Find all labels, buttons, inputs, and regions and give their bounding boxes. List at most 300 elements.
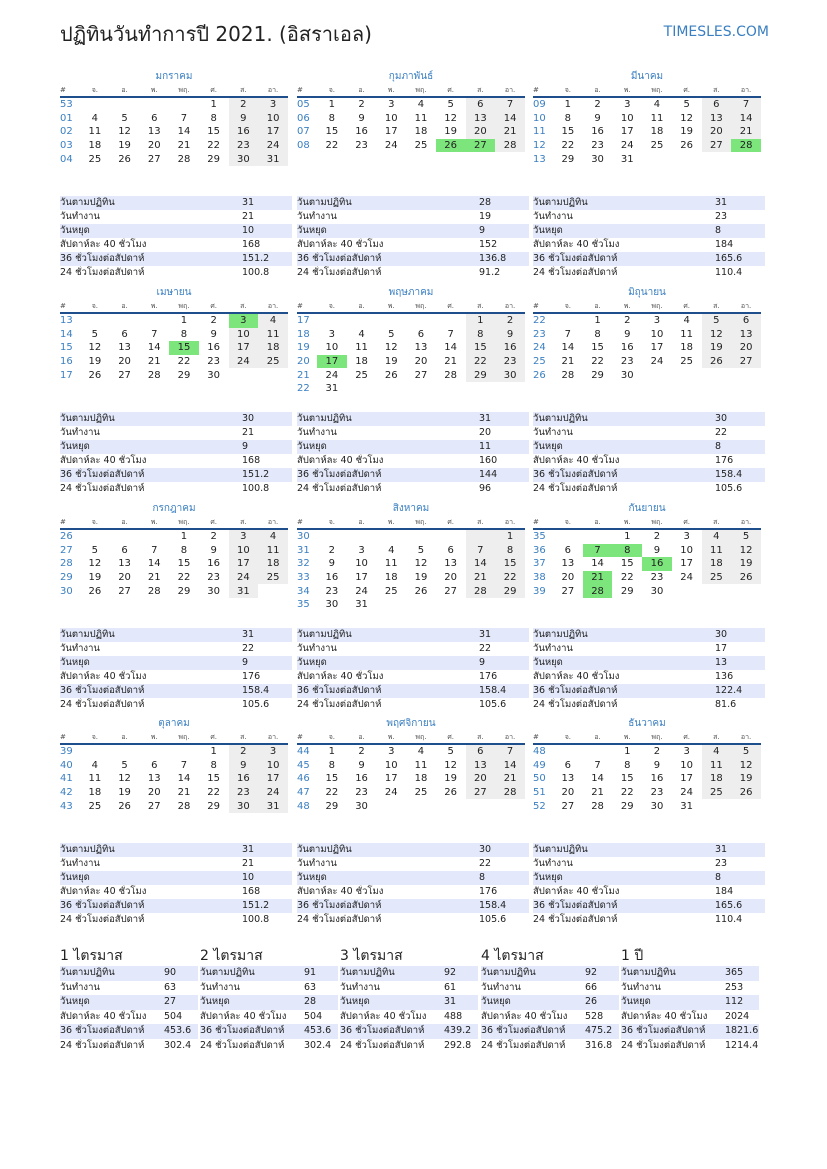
day-cell[interactable]: 16: [355, 773, 368, 785]
day-cell[interactable]: 30: [355, 800, 368, 812]
day-cell[interactable]: 27: [147, 800, 161, 812]
day-cell[interactable]: 21: [495, 125, 525, 139]
day-cell[interactable]: 8: [495, 544, 525, 558]
day-cell[interactable]: 17: [258, 772, 288, 786]
day-cell[interactable]: 15: [495, 557, 525, 571]
day-cell[interactable]: 19: [118, 787, 131, 799]
day-cell[interactable]: [731, 584, 761, 598]
day-cell[interactable]: [466, 598, 496, 612]
day-cell[interactable]: 8: [624, 759, 631, 771]
day-cell[interactable]: 11: [258, 328, 288, 342]
day-cell[interactable]: 28: [147, 369, 161, 381]
day-cell[interactable]: 4: [258, 529, 288, 544]
day-cell[interactable]: 5: [91, 544, 99, 556]
day-cell[interactable]: 25: [650, 140, 664, 152]
day-cell[interactable]: 6: [702, 97, 732, 112]
day-cell[interactable]: 25: [414, 787, 428, 799]
day-cell[interactable]: 10: [258, 112, 288, 126]
day-cell[interactable]: 2: [358, 746, 365, 758]
day-cell[interactable]: 10: [229, 328, 259, 342]
day-cell[interactable]: 28: [591, 800, 604, 812]
day-cell[interactable]: 28: [583, 584, 613, 598]
day-cell[interactable]: 24: [258, 786, 288, 800]
day-cell[interactable]: 19: [88, 572, 102, 584]
day-cell[interactable]: 9: [594, 112, 601, 124]
day-cell[interactable]: 20: [147, 140, 161, 152]
day-cell[interactable]: 3: [229, 313, 259, 328]
day-cell[interactable]: 25: [702, 786, 732, 800]
day-cell[interactable]: 17: [229, 341, 259, 355]
day-cell[interactable]: 12: [702, 328, 732, 342]
day-cell[interactable]: 6: [564, 544, 572, 556]
day-cell[interactable]: 30: [207, 585, 221, 597]
day-cell[interactable]: 23: [229, 786, 259, 800]
day-cell[interactable]: 20: [118, 572, 131, 584]
day-cell[interactable]: 15: [207, 773, 221, 785]
day-cell[interactable]: 28: [731, 139, 761, 153]
day-cell[interactable]: 30: [229, 799, 259, 813]
day-cell[interactable]: 3: [229, 529, 259, 544]
day-cell[interactable]: [466, 529, 496, 544]
day-cell[interactable]: 1: [624, 531, 631, 543]
day-cell[interactable]: 14: [561, 342, 575, 354]
day-cell[interactable]: 9: [653, 544, 661, 556]
day-cell[interactable]: [672, 368, 702, 382]
day-cell[interactable]: 15: [620, 558, 634, 570]
day-cell[interactable]: 1: [180, 315, 188, 327]
day-cell[interactable]: 15: [325, 126, 339, 138]
day-cell[interactable]: 13: [561, 773, 575, 785]
day-cell[interactable]: 12: [444, 759, 458, 771]
day-cell[interactable]: 12: [731, 544, 761, 558]
day-cell[interactable]: 13: [466, 112, 496, 126]
day-cell[interactable]: 13: [702, 112, 732, 126]
day-cell[interactable]: 22: [207, 787, 221, 799]
day-cell[interactable]: 27: [561, 585, 575, 597]
day-cell[interactable]: 21: [147, 572, 161, 584]
day-cell[interactable]: [139, 97, 169, 112]
day-cell[interactable]: 13: [561, 558, 575, 570]
day-cell[interactable]: 29: [177, 585, 191, 597]
day-cell[interactable]: 17: [650, 342, 664, 354]
day-cell[interactable]: 5: [417, 544, 425, 556]
day-cell[interactable]: 22: [325, 140, 339, 152]
day-cell[interactable]: 14: [444, 342, 458, 354]
day-cell[interactable]: 21: [495, 772, 525, 786]
day-cell[interactable]: 13: [731, 328, 761, 342]
day-cell[interactable]: 25: [384, 585, 398, 597]
day-cell[interactable]: 13: [147, 126, 161, 138]
day-cell[interactable]: 30: [650, 585, 664, 597]
day-cell[interactable]: [731, 799, 761, 813]
day-cell[interactable]: 28: [177, 800, 191, 812]
day-cell[interactable]: 20: [444, 572, 458, 584]
day-cell[interactable]: 12: [680, 112, 694, 124]
day-cell[interactable]: 8: [328, 112, 336, 124]
day-cell[interactable]: [583, 529, 613, 544]
day-cell[interactable]: 6: [151, 759, 158, 771]
day-cell[interactable]: 26: [731, 571, 761, 585]
day-cell[interactable]: 20: [414, 356, 428, 368]
day-cell[interactable]: 26: [384, 369, 398, 381]
day-cell[interactable]: 3: [653, 315, 661, 327]
day-cell[interactable]: 20: [731, 341, 761, 355]
day-cell[interactable]: 23: [650, 572, 664, 584]
day-cell[interactable]: 18: [680, 342, 694, 354]
day-cell[interactable]: 2: [594, 99, 601, 111]
day-cell[interactable]: 25: [680, 356, 694, 368]
day-cell[interactable]: 25: [355, 369, 368, 381]
day-cell[interactable]: [229, 368, 259, 382]
day-cell[interactable]: 15: [466, 341, 496, 355]
day-cell[interactable]: 15: [207, 126, 221, 138]
day-cell[interactable]: [169, 97, 199, 112]
day-cell[interactable]: 17: [355, 572, 368, 584]
day-cell[interactable]: 3: [683, 531, 690, 543]
day-cell[interactable]: 6: [466, 97, 496, 112]
day-cell[interactable]: 9: [653, 759, 661, 771]
day-cell[interactable]: 28: [147, 585, 161, 597]
day-cell[interactable]: 16: [325, 572, 339, 584]
day-cell[interactable]: 23: [650, 787, 664, 799]
day-cell[interactable]: 21: [731, 125, 761, 139]
day-cell[interactable]: [731, 368, 761, 382]
day-cell[interactable]: 8: [594, 328, 601, 340]
day-cell[interactable]: 19: [444, 773, 458, 785]
day-cell[interactable]: 31: [258, 152, 288, 166]
day-cell[interactable]: 22: [495, 571, 525, 585]
day-cell[interactable]: 22: [466, 355, 496, 369]
day-cell[interactable]: [436, 382, 466, 396]
day-cell[interactable]: 14: [591, 558, 604, 570]
day-cell[interactable]: 16: [591, 126, 604, 138]
day-cell[interactable]: [258, 584, 288, 598]
day-cell[interactable]: 22: [591, 356, 604, 368]
day-cell[interactable]: 25: [414, 140, 428, 152]
day-cell[interactable]: 29: [620, 585, 634, 597]
day-cell[interactable]: [553, 529, 583, 544]
day-cell[interactable]: 1: [564, 99, 572, 111]
day-cell[interactable]: [406, 529, 436, 544]
day-cell[interactable]: 20: [702, 125, 732, 139]
day-cell[interactable]: 18: [414, 773, 428, 785]
day-cell[interactable]: 2: [229, 97, 259, 112]
day-cell[interactable]: 27: [466, 786, 496, 800]
day-cell[interactable]: 26: [88, 369, 102, 381]
day-cell[interactable]: 14: [731, 112, 761, 126]
day-cell[interactable]: [406, 382, 436, 396]
day-cell[interactable]: [436, 529, 466, 544]
day-cell[interactable]: 2: [624, 315, 631, 327]
day-cell[interactable]: 7: [564, 328, 572, 340]
day-cell[interactable]: [553, 744, 583, 759]
day-cell[interactable]: 16: [207, 558, 221, 570]
day-cell[interactable]: 9: [210, 544, 217, 556]
day-cell[interactable]: 21: [177, 140, 191, 152]
day-cell[interactable]: 29: [466, 368, 496, 382]
day-cell[interactable]: 31: [325, 383, 339, 395]
day-cell[interactable]: 31: [620, 153, 634, 165]
day-cell[interactable]: 26: [88, 585, 102, 597]
day-cell[interactable]: 11: [414, 759, 428, 771]
day-cell[interactable]: 28: [495, 139, 525, 153]
day-cell[interactable]: 19: [731, 557, 761, 571]
day-cell[interactable]: 31: [355, 599, 368, 611]
day-cell[interactable]: 17: [229, 557, 259, 571]
day-cell[interactable]: [80, 97, 110, 112]
day-cell[interactable]: 8: [210, 759, 217, 771]
day-cell[interactable]: 21: [561, 356, 575, 368]
day-cell[interactable]: 24: [620, 140, 634, 152]
day-cell[interactable]: 27: [466, 139, 496, 153]
day-cell[interactable]: 10: [650, 328, 664, 340]
day-cell[interactable]: 4: [258, 313, 288, 328]
day-cell[interactable]: 17: [384, 773, 398, 785]
day-cell[interactable]: 7: [495, 744, 525, 759]
day-cell[interactable]: 14: [177, 126, 191, 138]
day-cell[interactable]: 6: [731, 313, 761, 328]
day-cell[interactable]: 2: [328, 544, 336, 556]
day-cell[interactable]: [110, 313, 140, 328]
day-cell[interactable]: 24: [355, 585, 368, 597]
day-cell[interactable]: [702, 584, 732, 598]
day-cell[interactable]: 11: [650, 112, 664, 124]
site-link[interactable]: TIMESLES.COM: [663, 24, 769, 40]
day-cell[interactable]: 17: [680, 773, 694, 785]
day-cell[interactable]: 1: [466, 313, 496, 328]
day-cell[interactable]: 25: [258, 571, 288, 585]
day-cell[interactable]: [702, 152, 732, 166]
day-cell[interactable]: 5: [121, 112, 128, 124]
day-cell[interactable]: 11: [355, 342, 368, 354]
day-cell[interactable]: 1: [624, 746, 631, 758]
day-cell[interactable]: 23: [207, 572, 221, 584]
day-cell[interactable]: 2: [653, 746, 661, 758]
day-cell[interactable]: 5: [91, 328, 99, 340]
day-cell[interactable]: 5: [388, 328, 395, 340]
day-cell[interactable]: 11: [88, 126, 102, 138]
day-cell[interactable]: 19: [680, 126, 694, 138]
day-cell[interactable]: 21: [591, 787, 604, 799]
day-cell[interactable]: 25: [258, 355, 288, 369]
day-cell[interactable]: [110, 97, 140, 112]
day-cell[interactable]: 6: [121, 328, 128, 340]
day-cell[interactable]: 22: [561, 140, 575, 152]
day-cell[interactable]: 28: [466, 584, 496, 598]
day-cell[interactable]: [702, 799, 732, 813]
day-cell[interactable]: 6: [417, 328, 425, 340]
day-cell[interactable]: 21: [147, 356, 161, 368]
day-cell[interactable]: 15: [169, 341, 199, 355]
day-cell[interactable]: 28: [561, 369, 575, 381]
day-cell[interactable]: 17: [258, 125, 288, 139]
day-cell[interactable]: 22: [207, 140, 221, 152]
day-cell[interactable]: [436, 799, 466, 813]
day-cell[interactable]: 11: [702, 759, 732, 773]
day-cell[interactable]: 3: [358, 544, 365, 556]
day-cell[interactable]: 9: [229, 112, 259, 126]
day-cell[interactable]: 13: [414, 342, 428, 354]
day-cell[interactable]: 1: [328, 99, 336, 111]
day-cell[interactable]: 16: [229, 125, 259, 139]
day-cell[interactable]: [139, 313, 169, 328]
day-cell[interactable]: 5: [683, 99, 690, 111]
day-cell[interactable]: 3: [388, 746, 395, 758]
day-cell[interactable]: 29: [620, 800, 634, 812]
day-cell[interactable]: 29: [177, 369, 191, 381]
day-cell[interactable]: 9: [358, 112, 365, 124]
day-cell[interactable]: [672, 152, 702, 166]
day-cell[interactable]: 15: [561, 126, 575, 138]
day-cell[interactable]: 7: [466, 544, 496, 558]
day-cell[interactable]: 17: [680, 558, 694, 570]
day-cell[interactable]: 20: [466, 125, 496, 139]
day-cell[interactable]: 12: [414, 558, 428, 570]
day-cell[interactable]: 29: [325, 800, 339, 812]
day-cell[interactable]: 1: [594, 315, 601, 327]
day-cell[interactable]: 21: [177, 787, 191, 799]
day-cell[interactable]: 4: [702, 529, 732, 544]
day-cell[interactable]: [436, 598, 466, 612]
day-cell[interactable]: 23: [207, 356, 221, 368]
day-cell[interactable]: 18: [258, 557, 288, 571]
day-cell[interactable]: 9: [358, 759, 365, 771]
day-cell[interactable]: 11: [680, 328, 694, 340]
day-cell[interactable]: 16: [355, 126, 368, 138]
day-cell[interactable]: 18: [650, 126, 664, 138]
day-cell[interactable]: 30: [229, 152, 259, 166]
day-cell[interactable]: 30: [620, 369, 634, 381]
day-cell[interactable]: 2: [653, 531, 661, 543]
day-cell[interactable]: 24: [680, 572, 694, 584]
day-cell[interactable]: 3: [328, 328, 336, 340]
day-cell[interactable]: 13: [147, 773, 161, 785]
day-cell[interactable]: 26: [444, 787, 458, 799]
day-cell[interactable]: 6: [466, 744, 496, 759]
day-cell[interactable]: [406, 313, 436, 328]
day-cell[interactable]: 20: [466, 772, 496, 786]
day-cell[interactable]: 1: [210, 99, 217, 111]
day-cell[interactable]: 6: [447, 544, 454, 556]
day-cell[interactable]: 5: [731, 529, 761, 544]
day-cell[interactable]: 22: [177, 356, 191, 368]
day-cell[interactable]: 22: [325, 787, 339, 799]
day-cell[interactable]: [495, 799, 525, 813]
day-cell[interactable]: 19: [702, 341, 732, 355]
day-cell[interactable]: 10: [258, 759, 288, 773]
day-cell[interactable]: 14: [495, 759, 525, 773]
day-cell[interactable]: 6: [151, 112, 158, 124]
day-cell[interactable]: [583, 744, 613, 759]
day-cell[interactable]: 11: [88, 773, 102, 785]
day-cell[interactable]: 24: [650, 356, 664, 368]
day-cell[interactable]: 15: [325, 773, 339, 785]
day-cell[interactable]: [169, 744, 199, 759]
day-cell[interactable]: 8: [612, 544, 642, 558]
day-cell[interactable]: 18: [702, 557, 732, 571]
day-cell[interactable]: 21: [466, 571, 496, 585]
day-cell[interactable]: 14: [495, 112, 525, 126]
day-cell[interactable]: 26: [414, 585, 428, 597]
day-cell[interactable]: 23: [591, 140, 604, 152]
day-cell[interactable]: 25: [88, 153, 102, 165]
day-cell[interactable]: [642, 368, 672, 382]
day-cell[interactable]: [317, 313, 347, 328]
day-cell[interactable]: 9: [495, 328, 525, 342]
day-cell[interactable]: [139, 529, 169, 544]
day-cell[interactable]: 30: [325, 599, 339, 611]
day-cell[interactable]: 16: [642, 557, 672, 571]
day-cell[interactable]: 14: [591, 773, 604, 785]
day-cell[interactable]: 15: [620, 773, 634, 785]
day-cell[interactable]: 27: [414, 369, 428, 381]
day-cell[interactable]: 3: [388, 99, 395, 111]
day-cell[interactable]: 24: [258, 139, 288, 153]
day-cell[interactable]: 17: [620, 126, 634, 138]
day-cell[interactable]: 22: [177, 572, 191, 584]
day-cell[interactable]: [702, 368, 732, 382]
day-cell[interactable]: 18: [414, 126, 428, 138]
day-cell[interactable]: 12: [118, 773, 131, 785]
day-cell[interactable]: 16: [620, 342, 634, 354]
day-cell[interactable]: 29: [207, 153, 221, 165]
day-cell[interactable]: [376, 382, 406, 396]
day-cell[interactable]: 3: [258, 97, 288, 112]
day-cell[interactable]: 30: [650, 800, 664, 812]
day-cell[interactable]: 14: [466, 557, 496, 571]
day-cell[interactable]: 10: [384, 112, 398, 124]
day-cell[interactable]: 3: [683, 746, 690, 758]
day-cell[interactable]: 16: [650, 773, 664, 785]
day-cell[interactable]: [80, 744, 110, 759]
day-cell[interactable]: 1: [495, 529, 525, 544]
day-cell[interactable]: 6: [564, 759, 572, 771]
day-cell[interactable]: 27: [561, 800, 575, 812]
day-cell[interactable]: 9: [210, 328, 217, 340]
day-cell[interactable]: 7: [180, 112, 188, 124]
day-cell[interactable]: 27: [118, 369, 131, 381]
day-cell[interactable]: [495, 598, 525, 612]
day-cell[interactable]: 13: [444, 558, 458, 570]
day-cell[interactable]: 23: [325, 585, 339, 597]
day-cell[interactable]: 27: [731, 355, 761, 369]
day-cell[interactable]: 7: [583, 544, 613, 558]
day-cell[interactable]: 5: [447, 746, 454, 758]
day-cell[interactable]: 4: [417, 99, 425, 111]
day-cell[interactable]: 17: [317, 355, 347, 369]
day-cell[interactable]: [110, 744, 140, 759]
day-cell[interactable]: 27: [702, 139, 732, 153]
day-cell[interactable]: 10: [680, 544, 694, 556]
day-cell[interactable]: 8: [564, 112, 572, 124]
day-cell[interactable]: 28: [444, 369, 458, 381]
day-cell[interactable]: 2: [358, 99, 365, 111]
day-cell[interactable]: 28: [177, 153, 191, 165]
day-cell[interactable]: 27: [147, 153, 161, 165]
day-cell[interactable]: 14: [147, 558, 161, 570]
day-cell[interactable]: [553, 313, 583, 328]
day-cell[interactable]: 8: [180, 544, 188, 556]
day-cell[interactable]: 26: [680, 140, 694, 152]
day-cell[interactable]: 29: [207, 800, 221, 812]
day-cell[interactable]: 27: [444, 585, 458, 597]
day-cell[interactable]: 17: [384, 126, 398, 138]
day-cell[interactable]: 15: [591, 342, 604, 354]
day-cell[interactable]: 2: [210, 315, 217, 327]
day-cell[interactable]: 7: [151, 544, 158, 556]
day-cell[interactable]: 14: [147, 342, 161, 354]
day-cell[interactable]: [80, 529, 110, 544]
